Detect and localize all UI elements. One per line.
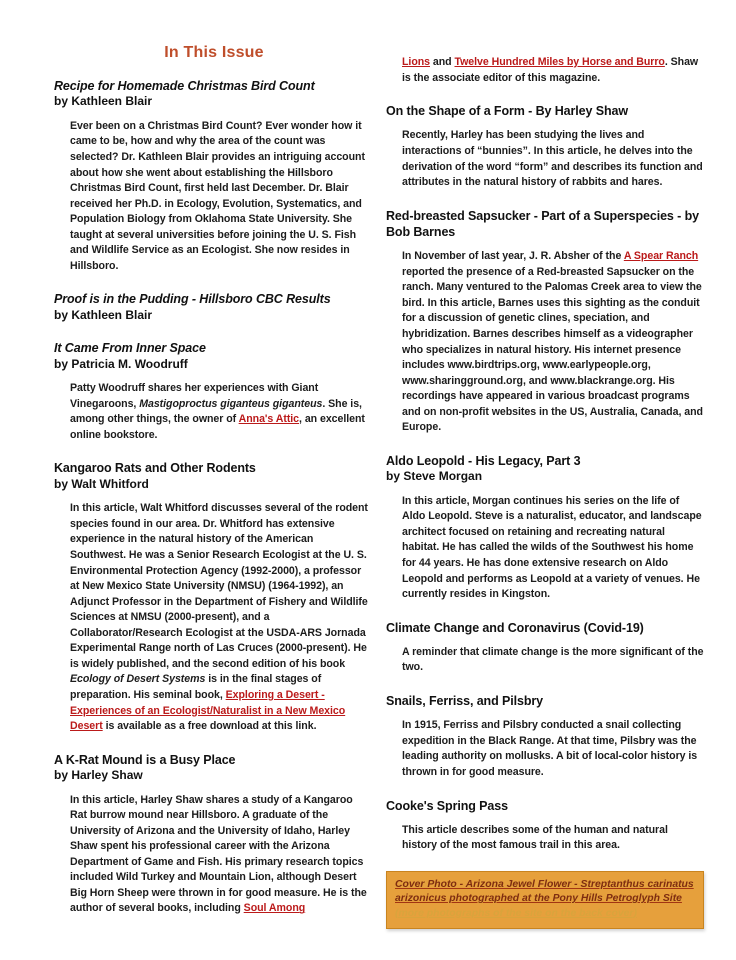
summary-text: Recently, Harley has been studying the lives and interactions of “bunnies”. In this article, he delves into the derivation of the word “form” and describes its function and attributes in the natural history of rabbits and hares. — [402, 129, 703, 189]
toc-entry — [54, 460, 374, 734]
summary-text: is available as a free download at this link. — [102, 720, 317, 733]
summary-text: , an excellent online bookstore. — [70, 413, 365, 441]
toc-entry — [386, 103, 710, 191]
left-column-sections — [54, 78, 374, 917]
inline-link[interactable]: A Spear Ranch — [623, 250, 699, 263]
summary-text: A reminder that climate change is the more significant of the two. — [402, 645, 704, 674]
toc-entry — [54, 752, 374, 917]
right-column-sections — [386, 55, 710, 854]
article-title: Recipe for Homemade Christmas Bird Count — [54, 79, 315, 93]
summary-text: Ever been on a Christmas Bird Count? Ever wonder how it came to be, how and why the area of the count was selected? Dr. Kathleen Blair provides an intriguing account about how she went about establishing the Hillsboro Christmas Bird Count, first held last December. Dr. Blair received her Ph.D. in Ecology, Evolution, Systematics, and Population Biology from Oklahoma State University. She taught at several universities before joining the U. S. Fish and Wildlife Service as an Ecologist. She now resides in Hillsboro. — [70, 119, 365, 272]
cover-photo-secondary-link[interactable]: (more photographs of the site on the back cover) — [395, 907, 637, 919]
summary-text: reported the presence of a Red-breasted Sapsucker on the ranch. Many ventured to the Palomas Creek area to view the bird. In this article, Barnes uses this sighting as the conduit for a discussion of genetic clines, speciation, and hybridization. Barnes describes himself as a videographer who specializes in natural history. His internet presence includes www.birdtrips.org, www.earlypeople.org, www.sharingground.org, and www.blackrange.org. His recordings have appeared in various broadcast programs and on non-profit websites in the US, Australia, Canada, and Europe. — [402, 265, 703, 434]
species-name-italic: Mastigoproctus giganteus giganteus — [139, 397, 323, 410]
summary-text: . She is, among other things, the owner of — [70, 397, 362, 426]
toc-entry — [54, 291, 374, 323]
inline-link[interactable]: Anna's Attic — [238, 413, 300, 426]
toc-entry — [386, 208, 710, 436]
article-byline: by Patricia M. Woodruff — [54, 356, 188, 371]
toc-entry — [386, 55, 710, 86]
summary-text: In 1915, Ferriss and Pilsbry conducted a snail collecting expedition in the Black Range. At that time, Pilsbry was the leading authority on mollusks. A bit of local-color history is thrown in for good measure. — [402, 719, 698, 778]
article-title: Cooke's Spring Pass — [386, 798, 508, 813]
article-title: On the Shape of a Form - By Harley Shaw — [386, 104, 628, 119]
article-title: Proof is in the Pudding - Hillsboro CBC Results — [54, 292, 331, 307]
article-title: Climate Change and Coronavirus (Covid-19) — [386, 620, 644, 635]
inline-link[interactable]: Exploring a Desert - Experiences of an Ecologist/Naturalist in a New Mexico Desert — [70, 689, 346, 733]
cover-photo-credit-box — [386, 871, 704, 929]
article-title: Snails, Ferriss, and Pilsbry — [386, 694, 543, 709]
summary-text: and — [430, 56, 455, 68]
summary-text: In November of last year, J. R. Absher of the — [402, 250, 624, 263]
article-summary — [402, 823, 704, 854]
left-column — [54, 44, 374, 934]
article-summary — [402, 55, 704, 86]
article-byline: by Harley Shaw — [54, 767, 143, 782]
toc-entry — [386, 453, 710, 603]
inline-link[interactable]: Soul Among — [243, 902, 306, 915]
summary-text: In this article, Harley Shaw shares a study of a Kangaroo Rat burrow mound near Hillsboro. A graduate of the University of Arizona and the University of Idaho, Harley Shaw spent his professional career with the Arizona Department of Game and Fish. His primary research topics included Wild Turkey and Mountain Lion, although Desert Big Horn Sheep were thrown in for good measure. He is the author of several books, including — [70, 793, 367, 915]
toc-entry — [386, 620, 710, 676]
article-summary — [70, 381, 370, 443]
toc-entry — [54, 78, 374, 274]
summary-text: This article describes some of the human and natural history of the most famous trail in this area. — [402, 823, 668, 852]
article-title: Kangaroo Rats and Other Rodents — [54, 461, 256, 476]
page-title: In This Issue — [164, 44, 264, 61]
article-byline: by Walt Whitford — [54, 476, 149, 491]
article-summary — [402, 645, 704, 676]
toc-entry — [54, 340, 374, 443]
article-summary — [402, 128, 704, 190]
right-column — [386, 46, 710, 929]
article-title: Red-breasted Sapsucker - Part of a Superspecies - by Bob Barnes — [386, 208, 699, 239]
summary-text: In this article, Walt Whitford discusses several of the rodent species found in our area. Dr. Whitford has extensive experience in the natural history of the American Southwest. He was a Senior Research Ecologist at the U. S. Environmental Protection Agency (1992-2000), a professor at New Mexico State University (NMSU) (1964-1992), an Adjunct Professor in the Department of Fishery and Wildlife Sciences at NMSU (2000-present), and a Collaborator/Research Ecologist at the USDA-ARS Jornada Experimental Range north of Las Cruces (2000-present). He is widely published, and the second edition of his book — [70, 502, 368, 670]
cover-photo-caption-link[interactable]: Cover Photo - Arizona Jewel Flower - Streptanthus carinatus arizonicus photographed at the Pony Hills Petroglyph Site — [395, 878, 694, 905]
inline-link[interactable]: Lions — [402, 56, 430, 68]
summary-text: . Shaw is the associate editor of this magazine. — [402, 56, 699, 84]
toc-entry — [386, 693, 710, 781]
article-byline: by Kathleen Blair — [54, 94, 153, 109]
toc-entry — [386, 798, 710, 854]
article-summary — [70, 793, 370, 918]
article-title: Aldo Leopold - His Legacy, Part 3 — [386, 453, 581, 468]
inline-link[interactable]: Twelve Hundred Miles by Horse and Burro — [454, 56, 665, 68]
article-summary — [402, 494, 704, 603]
article-summary — [402, 718, 704, 780]
article-byline: by Kathleen Blair — [54, 307, 153, 322]
article-title: It Came From Inner Space — [54, 341, 206, 356]
summary-text: is in the final stages of preparation. His seminal book, — [70, 673, 322, 701]
summary-text: Patty Woodruff shares her experiences with Giant Vinegaroons, — [70, 382, 319, 410]
article-summary — [70, 501, 370, 734]
species-name-italic: Ecology of Desert Systems — [70, 673, 206, 686]
article-byline: by Steve Morgan — [386, 469, 483, 484]
article-summary — [402, 249, 704, 436]
article-title: A K-Rat Mound is a Busy Place — [54, 752, 236, 767]
summary-text: In this article, Morgan continues his series on the life of Aldo Leopold. Steve is a naturalist, educator, and landscape architect focused on retaining and recreating natural habitat. He has called the wilds of the Southwest his home for 44 years. He has done extensive research on Aldo Leopold and performs as Leopold at a variety of venues. He currently resides in Kingston. — [402, 494, 702, 601]
article-summary — [70, 119, 370, 275]
